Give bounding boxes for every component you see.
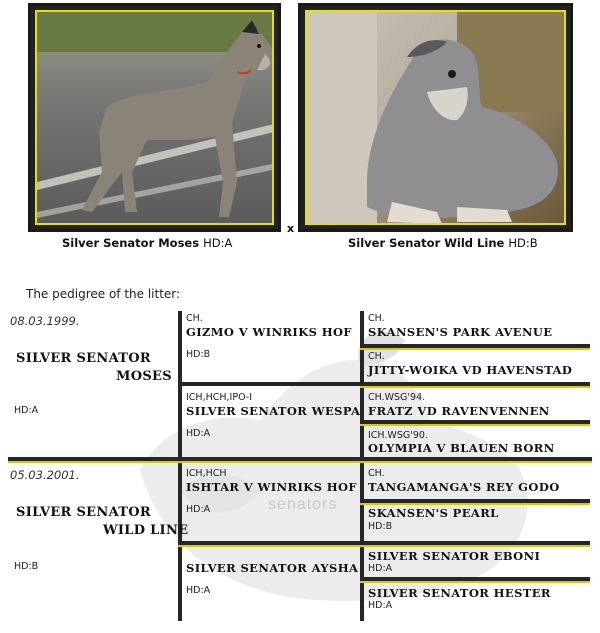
sire-birth-date: 08.03.1999. (10, 314, 80, 328)
dam-father-title: ICH,HCH (186, 468, 227, 479)
dam-hd: HD:B (14, 561, 39, 572)
sire-mother-title: ICH,HCH,IPO-I (186, 392, 253, 403)
dam-father-name: ISHTAR V WINRIKS HOF (186, 480, 357, 494)
schnauzer-lying-illustration (307, 12, 566, 225)
sire-gp2-name: JITTY-WOIKA VD HAVENSTAD (368, 363, 573, 377)
dam-name-line1: SILVER SENATOR (16, 505, 151, 520)
dam-father-hd: HD:A (186, 504, 211, 515)
sire-gp1-name: SKANSEN'S PARK AVENUE (368, 325, 553, 339)
sire-name-line2: MOSES (116, 369, 172, 384)
sire-father-name: GIZMO V WINRIKS HOF (186, 325, 352, 339)
sire-hd: HD:A (14, 405, 39, 416)
divider-gp6-accent (360, 545, 590, 547)
sire-name-line1: SILVER SENATOR (16, 351, 151, 366)
dam-gp1-title: CH. (368, 468, 385, 479)
sire-mother-name: SILVER SENATOR WESPA (186, 404, 361, 418)
sire-gp3-title: CH.WSG'94. (368, 392, 426, 403)
divider-sire-parents (178, 382, 364, 386)
sire-father-hd: HD:B (186, 349, 211, 360)
schnauzer-standing-illustration (37, 12, 274, 225)
divider-gp5-accent (360, 503, 590, 505)
dam-caption (348, 236, 538, 250)
sire-gp3-name: FRATZ VD RAVENVENNEN (368, 404, 550, 418)
divider-gp2-accent (360, 386, 590, 388)
dam-caption-hd: HD:B (508, 236, 538, 250)
cross-symbol: x (287, 222, 295, 235)
watermark-text: senators (268, 496, 338, 513)
dam-mother-hd: HD:A (186, 585, 211, 596)
dam-gp1-name: TANGAMANGA'S REY GODO (368, 480, 560, 494)
sire-gp4-name: OLYMPIA V BLAUEN BORN (368, 441, 555, 455)
divider-gp3-accent (360, 424, 590, 426)
sire-mother-hd: HD:A (186, 428, 211, 439)
pedigree-intro: The pedigree of the litter: (26, 287, 181, 301)
dam-gp2-name: SKANSEN'S PEARL (368, 506, 499, 520)
sire-photo (28, 3, 281, 232)
dam-mother-name: SILVER SENATOR AYSHA (186, 561, 359, 575)
dam-gp3-name: SILVER SENATOR EBONI (368, 549, 541, 563)
sire-caption (62, 236, 232, 250)
dam-birth-date: 05.03.2001. (10, 468, 80, 482)
dam-gp4-name: SILVER SENATOR HESTER (368, 586, 551, 600)
divider-dam-parents-accent (178, 545, 364, 547)
divider-gp1-accent (360, 348, 590, 350)
sire-caption-name: Silver Senator Moses (62, 236, 200, 250)
dam-caption-name: Silver Senator Wild Line (348, 236, 505, 250)
sire-caption-hd: HD:A (203, 236, 233, 250)
divider-gp7-accent (360, 581, 590, 583)
sire-gp1-title: CH. (368, 313, 385, 324)
dam-gp2-hd: HD:B (368, 521, 393, 532)
dam-name-line2: WILD LINE (103, 523, 189, 538)
sire-gp4-title: ICH.WSG'90. (368, 430, 428, 441)
dam-gp4-hd: HD:A (368, 600, 393, 611)
divider-main-accent (8, 461, 592, 463)
sire-gp2-title: CH. (368, 351, 385, 362)
sire-father-title: CH. (186, 313, 203, 324)
dam-gp3-hd: HD:A (368, 563, 393, 574)
dam-photo (298, 3, 573, 232)
